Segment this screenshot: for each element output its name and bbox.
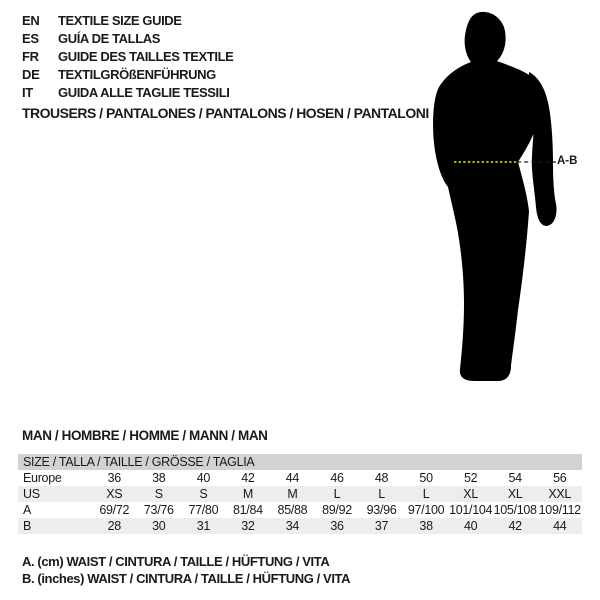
table-cell: 34 <box>285 519 300 533</box>
row-label: B <box>23 519 32 533</box>
table-cell: 85/88 <box>277 503 308 517</box>
guide-title: TEXTILE SIZE GUIDE <box>58 12 182 28</box>
table-cell: 30 <box>152 519 166 533</box>
table-cell: XL <box>507 487 523 501</box>
table-cell: 36 <box>107 471 121 485</box>
table-cell: 69/72 <box>99 503 130 517</box>
table-cell: 109/112 <box>538 503 581 517</box>
measurement-notes <box>22 554 350 587</box>
guide-title: GUÍA DE TALLAS <box>58 30 161 46</box>
table-cell: M <box>287 487 298 501</box>
table-cell: 50 <box>419 471 433 485</box>
note-a-cm: A. (cm) WAIST / CINTURA / TAILLE / HÜFTUNG / VITA <box>22 554 330 569</box>
table-cell: 54 <box>508 471 522 485</box>
table-cell: 73/76 <box>143 503 174 517</box>
table-cell: 46 <box>330 471 344 485</box>
table-cell: S <box>154 487 163 501</box>
table-cell: 44 <box>553 519 567 533</box>
table-cell: 38 <box>152 471 166 485</box>
row-label: A <box>23 503 32 517</box>
table-cell: 40 <box>463 519 478 533</box>
language-row-fr <box>22 47 233 65</box>
table-cell: L <box>333 487 341 501</box>
table-row-us <box>18 486 582 502</box>
table-cell: 38 <box>419 519 433 533</box>
language-guide-list <box>22 11 233 101</box>
table-row-b-inches <box>18 518 582 534</box>
table-cell: M <box>242 487 253 501</box>
table-cell: 81/84 <box>233 503 263 517</box>
language-code: IT <box>22 84 33 100</box>
row-label: Europe <box>23 471 62 485</box>
table-cell: XS <box>106 487 123 501</box>
gender-section-line: MAN / HOMBRE / HOMME / MANN / MAN <box>22 428 268 443</box>
table-cell: XXL <box>548 487 572 501</box>
table-cell: 42 <box>241 471 255 485</box>
table-cell: 37 <box>374 519 389 533</box>
size-table <box>18 454 582 534</box>
table-row-europe <box>18 470 582 486</box>
table-cell: 36 <box>330 519 344 533</box>
language-code: DE <box>22 66 40 82</box>
table-cell: 101/104 <box>449 503 493 517</box>
table-cell: XL <box>463 487 478 501</box>
table-cell: 77/80 <box>188 503 219 517</box>
table-cell: 31 <box>196 519 210 533</box>
table-cell: 52 <box>463 471 478 485</box>
table-cell: 48 <box>374 471 389 485</box>
silhouette-body <box>433 12 541 381</box>
man-silhouette <box>390 0 600 420</box>
table-cell: 89/92 <box>322 503 352 517</box>
guide-title: TEXTILGRÖßENFÜHRUNG <box>58 66 216 82</box>
waist-measure-label: A-B <box>557 155 578 167</box>
table-cell: 105/108 <box>493 503 537 517</box>
table-cell: 97/100 <box>407 503 445 517</box>
language-row-it <box>22 83 233 101</box>
language-row-de <box>22 65 233 83</box>
table-cell: 44 <box>285 471 300 485</box>
table-cell: S <box>199 487 208 501</box>
language-code: ES <box>22 30 39 46</box>
language-code: FR <box>22 48 39 64</box>
silhouette-right-arm <box>529 72 557 226</box>
man-silhouette-figure <box>390 0 600 420</box>
garment-category-line: TROUSERS / PANTALONES / PANTALONS / HOSEN / PANTALONI <box>22 105 429 121</box>
note-b-inches: B. (inches) WAIST / CINTURA / TAILLE / HÜFTUNG / VITA <box>22 570 351 586</box>
language-row-en <box>22 11 233 29</box>
language-row-es <box>22 29 233 47</box>
table-cell: 93/96 <box>366 503 397 517</box>
table-row-a-cm <box>18 502 582 518</box>
size-table-header: SIZE / TALLA / TAILLE / GRÖSSE / TAGLIA <box>18 454 582 470</box>
guide-title: GUIDE DES TAILLES TEXTILE <box>58 48 234 64</box>
table-cell: 28 <box>107 519 121 533</box>
guide-title: GUIDA ALLE TAGLIE TESSILI <box>58 84 230 100</box>
language-code: EN <box>22 12 40 28</box>
table-cell: L <box>378 487 385 501</box>
table-cell: 32 <box>241 519 255 533</box>
table-cell: 42 <box>508 519 522 533</box>
table-cell: 56 <box>553 471 567 485</box>
row-label: US <box>23 487 40 501</box>
table-cell: 40 <box>196 471 210 485</box>
table-cell: L <box>422 487 430 501</box>
